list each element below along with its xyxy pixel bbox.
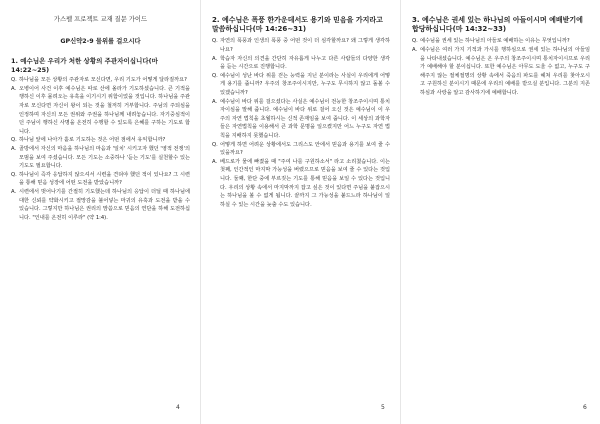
question-text: 하나님을 모든 상황의 주관자로 모신다면, 우리 기도가 어떻게 달라질까요? (19, 77, 187, 84)
question-2-1 (212, 37, 390, 54)
answer-1-2 (11, 145, 190, 171)
q-marker: Q. (212, 38, 218, 45)
q-marker: Q. (11, 77, 17, 84)
q-marker: Q. (412, 38, 418, 45)
q-marker: Q. (212, 141, 218, 148)
question-3-1 (412, 37, 590, 46)
section-heading-3: 3. 예수님은 권세 있는 하나님의 아들이시며 예배받기에 합당하십니다(마 14:32~33) (412, 16, 583, 34)
page-number: 6 (583, 404, 587, 411)
a-marker: A. (412, 47, 418, 53)
a-marker: A. (212, 55, 218, 62)
answer-text: 예수님이 바다 위를 걸으셨다는 사실은 예수님이 전능한 창조주이시며 통치자이심을 말해 줍니다. 예수님이 바다 위로 걸어 오신 것은 예수님이 이 우주의 자연 법칙을 초월하시는 신적 존재임을 보여 줍니다. 이 세상의 과학자들은 자연법칙을 이용해서 큰 과학 문명을 일으켰지만 어느 누구도 자연 법칙을 지배하지 못했습니다. (220, 98, 390, 139)
answer-2-1 (212, 55, 390, 72)
question-2-3 (212, 141, 390, 158)
question-1-2 (11, 136, 190, 145)
answer-text: 시련에서 벗어나기를 간절히 기도했는데 하나님의 응답이 더딜 때 하나님에 대한 신뢰를 약화시키고 절망감을 불어넣는 마귀의 유혹과 도전을 받을 수 있습니다. 그렇지만 하나님은 권리의 맘씀으로 믿음의 연단을 하해 도전하십니다. "인내를 온전히 이루라" (약 1:4). (19, 188, 190, 221)
question-text: 예수님이 성난 바다 위를 걷는 능력을 지닌 분이라는 사실이 우리에게 어떻게 용기를 줍니까? 우주의 창조주이시지만, 누구도 무시하지 않고 돌볼 수 있겠습니까? (220, 72, 390, 96)
answer-3-1 (412, 46, 590, 98)
guide-title: 가스펠 프로젝트 교재 질문 가이드 (53, 16, 148, 23)
answer-2-3 (212, 158, 390, 210)
answer-1-1 (11, 85, 190, 137)
answer-text: 오병이어 사건 이후 예수님은 따로 산에 올라가 기도하셨습니다. 큰 기적을 행하신 이후 몰려오는 유혹을 이기시기 위함이었을 것입니다. 하나님을 주관자로 모신다면 자신이 왕이 되는 것을 철저히 거부합니다. 주님의 주되심을 인정하며 자신의 모든 권위와 주권을 하나님께 내려놓습니다. 자기중심적이던 주님이 행하신 사명을 온전히 수행할 수 있도록 은혜를 구하는 기도로 합니다. (19, 85, 190, 135)
q-marker: Q. (11, 171, 17, 178)
a-marker: A. (212, 98, 218, 105)
page-number: 4 (176, 404, 180, 411)
page-4 (0, 0, 200, 424)
question-text: 예수님을 권세 있는 하나님의 아들로 예배하는 이유는 무엇입니까? (420, 38, 570, 45)
section-heading-1: 1. 예수님은 우리가 처한 상황의 주관자이십니다(마14:22~25) (11, 57, 158, 74)
question-1-3 (11, 171, 190, 188)
page-number: 5 (381, 404, 385, 411)
answer-1-3 (11, 188, 190, 222)
page-6 (400, 0, 600, 424)
question-text: 하나님 앞에 나아가 홀로 기도하는 것은 어떤 점에서 유익합니까? (19, 137, 166, 144)
question-1-1 (11, 76, 190, 85)
a-marker: A. (11, 188, 17, 195)
q-marker: Q. (212, 72, 218, 79)
q-marker: Q. (11, 137, 17, 144)
question-text: 자연의 폭풍과 인생의 폭풍 중 어떤 것이 더 심각할까요? 왜 그렇게 생각하나요? (220, 38, 390, 53)
answer-text: 골방에서 자신의 마음을 하나님의 마음과 '일치' 시키고자 했던 '영적 전쟁'의 모범을 보여 주셨습니다. 모든 기도는 소중하나 '듣는 기도'를 실천할수 있는 기도도 필요합니다. (19, 145, 190, 170)
answer-2-2 (212, 98, 390, 141)
a-marker: A. (11, 85, 17, 92)
answer-text: 예수님은 여러 가지 기적과 가시를 행하심으로 권세 있는 하나님의 아들임을 나타내셨습니다. 예수님은 온 우주의 창조주이시며 통치자이시므로 우리가 예배해야 할 분이십니다. 또한 예수님은 아무도 도울 수 없고, 누구도 구해주지 않는 절체절명의 상황 속에서 죽음의 파도를 헤쳐 우리를 찾아오시고 구원하신 분이시기 때문에 우리의 예배를 받으실 분입니다. 그분의 지존하심과 사랑을 알고 감사하기에 예배합니다. (420, 47, 590, 96)
question-text: 하나님이 즉각 응답하지 않으셔서 시련을 견뎌야 했던 적이 있나요? 그 시련을 통해 믿음 성장에 어떤 도전을 받았습니까? (19, 171, 190, 187)
question-text: 어떻게 하면 어려운 상황에서도 그리스도 안에서 믿음과 용기를 보여 줄 수 있을까요? (220, 141, 390, 157)
section-heading-2: 2. 예수님은 폭풍 한가운데서도 용기와 믿음을 가지라고 말씀하십니다(마 14:26~31) (212, 16, 383, 34)
answer-text: 베드로가 물에 빠졌을 때 "주여 나를 구원하소서" 라고 소리쳤습니다. 이는 첫째, 인간적인 마지막 가능성을 버렸으므로 믿음을 보여 줄 수 있다는 것입니다. 둘째, 한단 중에 부르짖는 기도를 통해 믿음을 보일 수 있다는 것입니다. 우리의 상황 속에서 마지막까지 잡고 싶은 것이 있다면 주님을 붙잡으시는 하나님을 볼 수 없게 됩니다. 끝까지 그 가능성을 붙드느라 하나님이 일하실 수 있는 시간을 늦출 수도 있습니다. (220, 158, 390, 208)
a-marker: A. (11, 145, 17, 152)
answer-text: 학습자 자신의 의견을 간단히 자유롭게 나누고 다른 사람들의 다양한 생각을 듣는 시간으로 진행합니다. (220, 55, 390, 71)
a-marker: A. (212, 158, 218, 165)
question-2-2 (212, 72, 390, 98)
lesson-title: GP신약2-9 물위를 걸으시다 (60, 38, 141, 45)
page-5 (200, 0, 400, 424)
